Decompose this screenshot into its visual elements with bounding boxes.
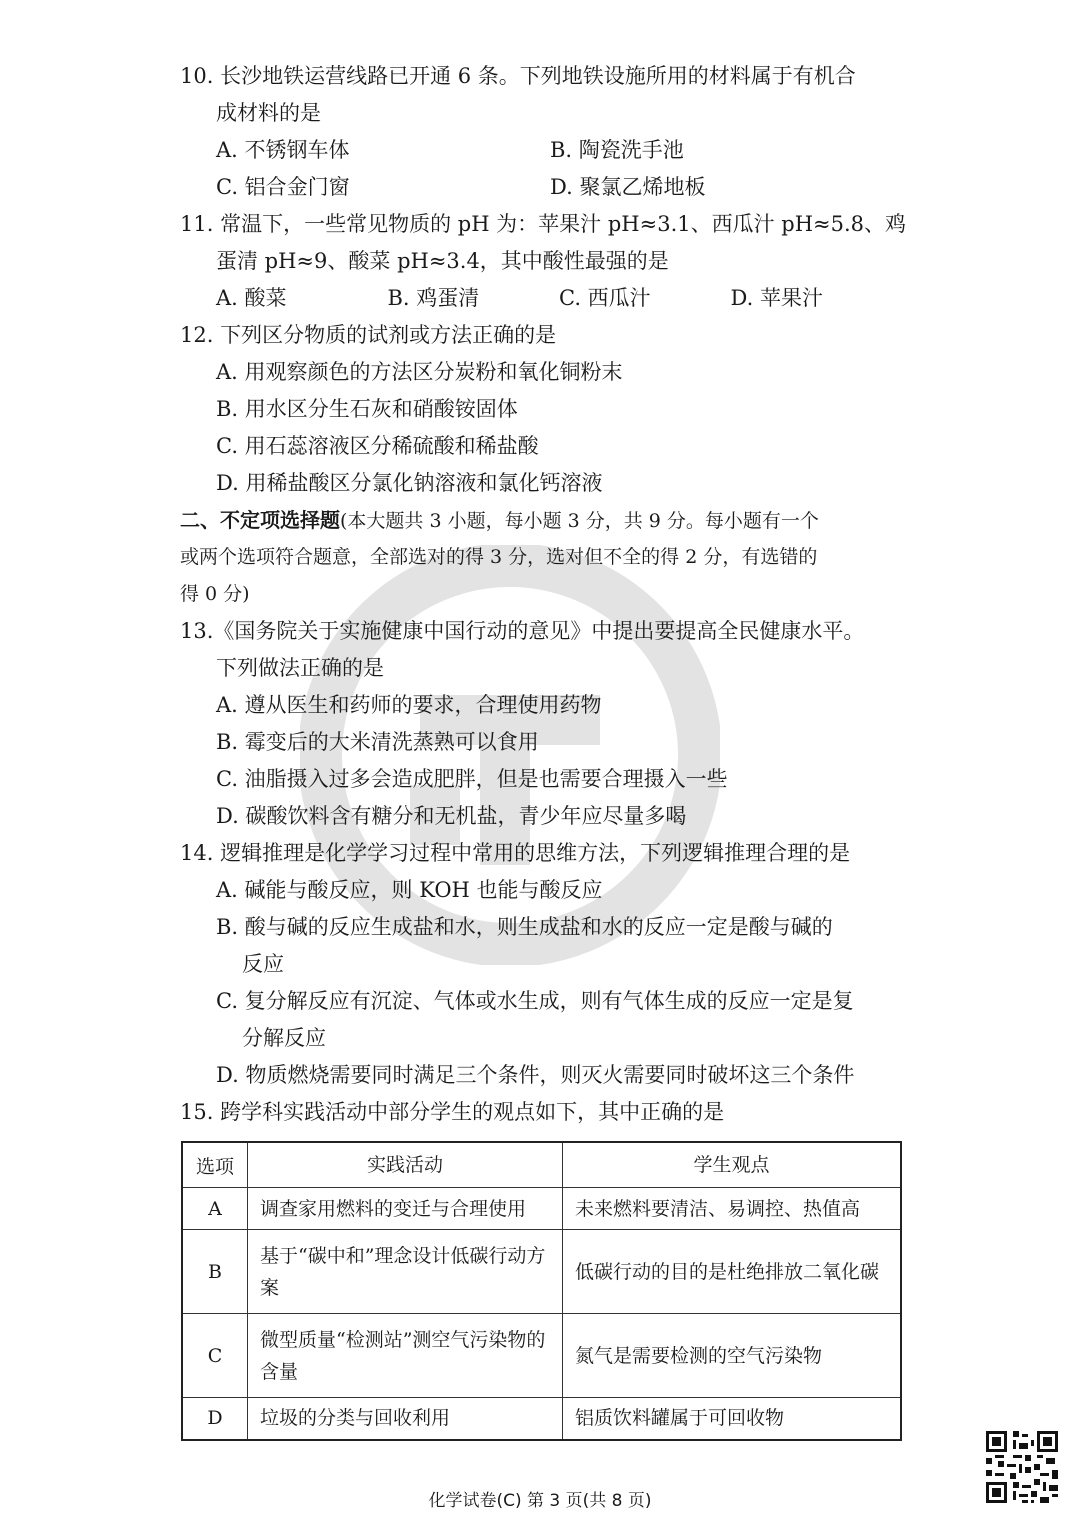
section2-title: 二、不定项选择题 — [180, 508, 340, 532]
q11-stem-cont: 蛋清 pH≈9、酸菜 pH≈3.4，其中酸性最强的是 — [216, 249, 669, 273]
table-cell-option: A — [182, 1188, 248, 1230]
q14-option-b-cont: 反应 — [242, 952, 284, 976]
table-row — [182, 1314, 901, 1398]
q13-option-a: A. 遵从医生和药师的要求，合理使用药物 — [216, 693, 602, 717]
table-cell-view: 低碳行动的目的是杜绝排放二氧化碳 — [563, 1230, 902, 1314]
q11-option-d: D. 苹果汁 — [730, 286, 823, 310]
q11-stem: 11. 常温下，一些常见物质的 pH 为：苹果汁 pH≈3.1、西瓜汁 pH≈5.8、鸡 — [180, 212, 907, 236]
q10-option-d: D. 聚氯乙烯地板 — [550, 175, 706, 199]
table-header-row — [182, 1142, 901, 1188]
section2-desc-cont: 或两个选项符合题意，全部选对的得 3 分，选对但不全的得 2 分，有选错的 — [180, 546, 818, 568]
q14-option-b: B. 酸与碱的反应生成盐和水，则生成盐和水的反应一定是酸与碱的 — [216, 915, 833, 939]
q10-option-a: A. 不锈钢车体 — [216, 138, 350, 162]
q14-option-c-cont: 分解反应 — [242, 1026, 326, 1050]
q10-stem-cont: 成材料的是 — [216, 101, 321, 125]
q12-stem: 12. 下列区分物质的试剂或方法正确的是 — [180, 323, 557, 347]
q11-option-b: B. 鸡蛋清 — [387, 286, 480, 310]
q14-option-d: D. 物质燃烧需要同时满足三个条件，则灭火需要同时破坏这三个条件 — [216, 1063, 855, 1087]
section2-desc: (本大题共 3 小题，每小题 3 分，共 9 分。每小题有一个 — [340, 510, 819, 532]
question-content — [180, 58, 907, 1131]
q14-option-c: C. 复分解反应有沉淀、气体或水生成，则有气体生成的反应一定是复 — [216, 989, 854, 1013]
q10-option-c: C. 铝合金门窗 — [216, 175, 350, 199]
page-footer: 化学试卷(C) 第 3 页(共 8 页) — [428, 1491, 652, 1511]
q10-stem: 10. 长沙地铁运营线路已开通 6 条。下列地铁设施所用的材料属于有机合 — [180, 64, 856, 88]
q12-option-d: D. 用稀盐酸区分氯化钠溶液和氯化钙溶液 — [216, 471, 603, 495]
table-cell-activity: 微型质量“检测站”测空气污染物的含量 — [248, 1314, 563, 1398]
q10-options-row2 — [180, 169, 902, 206]
table-cell-activity: 垃圾的分类与回收利用 — [248, 1398, 563, 1440]
q13-option-c: C. 油脂摄入过多会造成肥胖，但是也需要合理摄入一些 — [216, 767, 728, 791]
q14-option-a: A. 碱能与酸反应，则 KOH 也能与酸反应 — [216, 878, 603, 902]
table-cell-option: B — [182, 1230, 248, 1314]
q12-option-c: C. 用石蕊溶液区分稀硫酸和稀盐酸 — [216, 434, 539, 458]
table-cell-view: 未来燃料要清洁、易调控、热值高 — [563, 1188, 902, 1230]
table-row — [182, 1230, 901, 1314]
q13-option-d: D. 碳酸饮料含有糖分和无机盐，青少年应尽量多喝 — [216, 804, 687, 828]
q10-options-row1 — [180, 132, 902, 169]
q13-option-b: B. 霉变后的大米清洗蒸熟可以食用 — [216, 730, 539, 754]
table-cell-view: 铝质饮料罐属于可回收物 — [563, 1398, 902, 1440]
table-header: 实践活动 — [248, 1142, 563, 1188]
q15-table — [181, 1141, 902, 1441]
q11-option-c: C. 西瓜汁 — [559, 286, 651, 310]
table-cell-activity: 调查家用燃料的变迁与合理使用 — [248, 1188, 563, 1230]
table-cell-view: 氮气是需要检测的空气污染物 — [563, 1314, 902, 1398]
q12-option-a: A. 用观察颜色的方法区分炭粉和氧化铜粉末 — [216, 360, 623, 384]
section2-desc-end: 得 0 分) — [180, 583, 250, 605]
table-cell-activity: 基于“碳中和”理念设计低碳行动方案 — [248, 1230, 563, 1314]
table-row — [182, 1188, 901, 1230]
table-cell-option: D — [182, 1398, 248, 1440]
q11-options — [180, 280, 902, 317]
section2-header — [180, 502, 902, 539]
table-cell-option: C — [182, 1314, 248, 1398]
table-header: 学生观点 — [563, 1142, 902, 1188]
q12-option-b: B. 用水区分生石灰和硝酸铵固体 — [216, 397, 518, 421]
q11-option-a: A. 酸菜 — [216, 286, 287, 310]
q14-stem: 14. 逻辑推理是化学学习过程中常用的思维方法，下列逻辑推理合理的是 — [180, 841, 851, 865]
q13-stem-cont: 下列做法正确的是 — [216, 656, 384, 680]
q15-stem: 15. 跨学科实践活动中部分学生的观点如下，其中正确的是 — [180, 1100, 725, 1124]
table-row — [182, 1398, 901, 1440]
q13-stem: 13.《国务院关于实施健康中国行动的意见》中提出要提高全民健康水平。 — [180, 619, 865, 643]
q10-option-b: B. 陶瓷洗手池 — [550, 138, 684, 162]
table-header: 选项 — [182, 1142, 248, 1188]
